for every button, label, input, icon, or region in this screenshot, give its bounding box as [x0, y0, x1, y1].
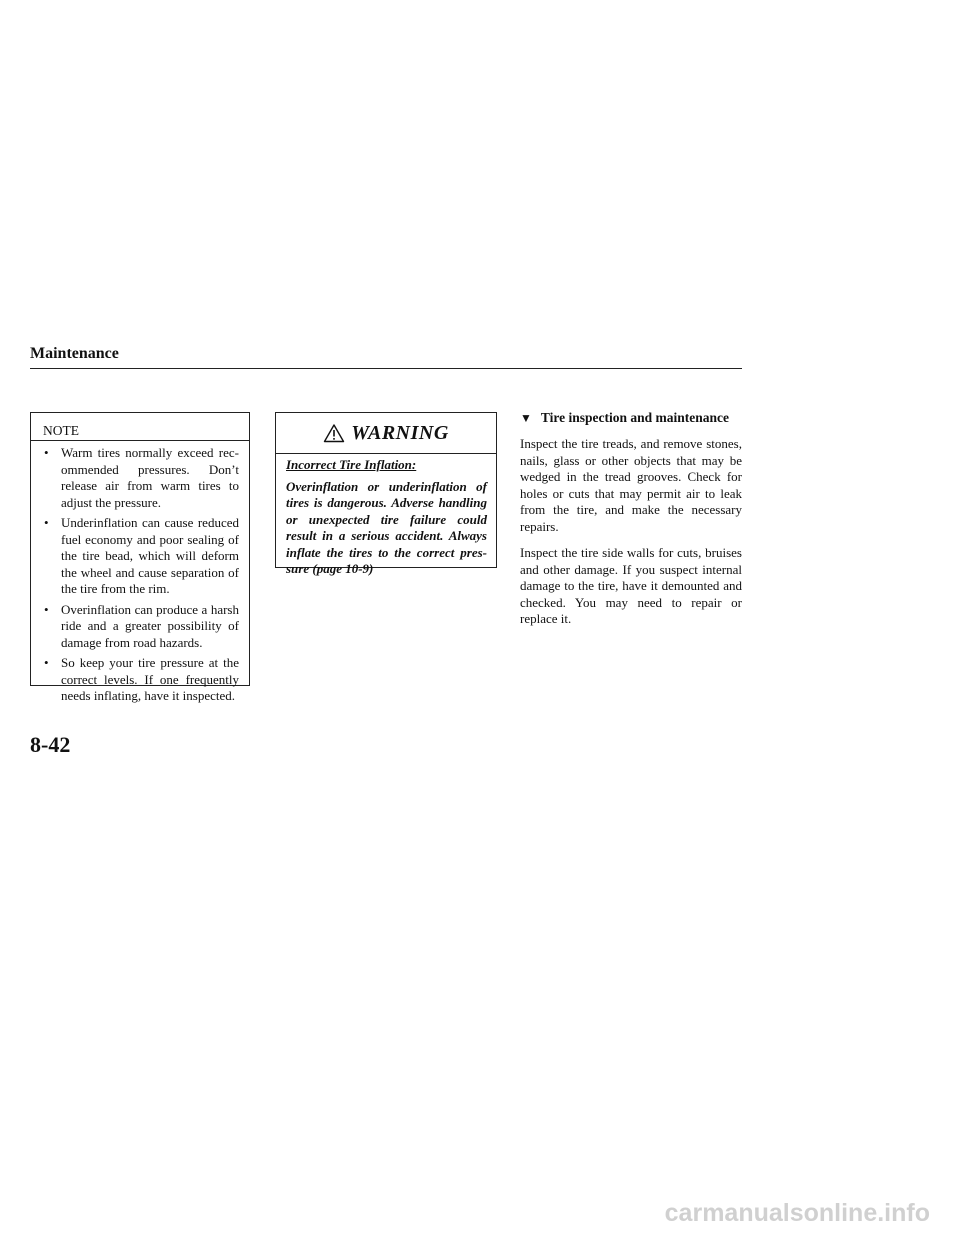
- page-number: 8-42: [30, 732, 71, 757]
- warning-header: [276, 413, 496, 454]
- inspection-heading-text: Tire inspection and maintenance: [540, 410, 730, 425]
- note-item: • So keep your tire pressure at the correct levels. If one frequently needs inflating, have it inspected.: [44, 655, 239, 703]
- triangle-down-icon: ▼: [520, 410, 532, 425]
- inspection-paragraph: Inspect the tire side walls for cuts, bruises and other damage. If you suspect internal damage to the tire, have it demounted and checked. You may need to repair or replace it.: [520, 545, 742, 626]
- note-item: • Overinflation can produce a harsh ride and a greater possibility of damage from road hazards.: [44, 601, 239, 650]
- inspection-heading: [520, 410, 742, 426]
- warning-box: [275, 412, 497, 576]
- inspection-paragraph: Inspect the tire treads, and remove stones, nails, glass or other objects that may be wedged in the tread grooves. Check for holes or cuts that may permit air to leak from the tire, and make the necessary repairs.: [520, 436, 742, 534]
- warning-subtitle: Incorrect Tire Inflation:: [286, 457, 417, 472]
- note-list: [31, 441, 249, 705]
- bullet-icon: •: [44, 655, 49, 670]
- warning-body: [276, 454, 496, 578]
- section-title: Maintenance: [30, 345, 119, 362]
- note-title: NOTE: [31, 413, 249, 441]
- warning-title: WARNING: [351, 421, 449, 444]
- header-rule: [30, 368, 742, 369]
- note-item: • Warm tires normally exceed rec-ommended pressures. Don’t release air from warm tires to adjust the pressure.: [44, 445, 239, 510]
- warning-triangle-icon: [323, 423, 345, 443]
- warning-text: Overinflation or underinflation of tires is dangerous. Adverse handling or unexpected tire failure could result in a serious accident. Always inflate the tires to the correct pres-sure (page 10-9): [286, 478, 487, 576]
- watermark: carmanualsonline.info: [664, 1199, 930, 1227]
- bullet-icon: •: [44, 445, 49, 460]
- bullet-icon: •: [44, 601, 49, 617]
- note-item: • Underinflation can cause reduced fuel economy and poor sealing of the tire bead, which will deform the wheel and cause separation of the tire from the rim.: [44, 515, 239, 596]
- bullet-icon: •: [44, 515, 49, 530]
- inspection-section: [520, 410, 742, 638]
- note-box: [30, 412, 250, 703]
